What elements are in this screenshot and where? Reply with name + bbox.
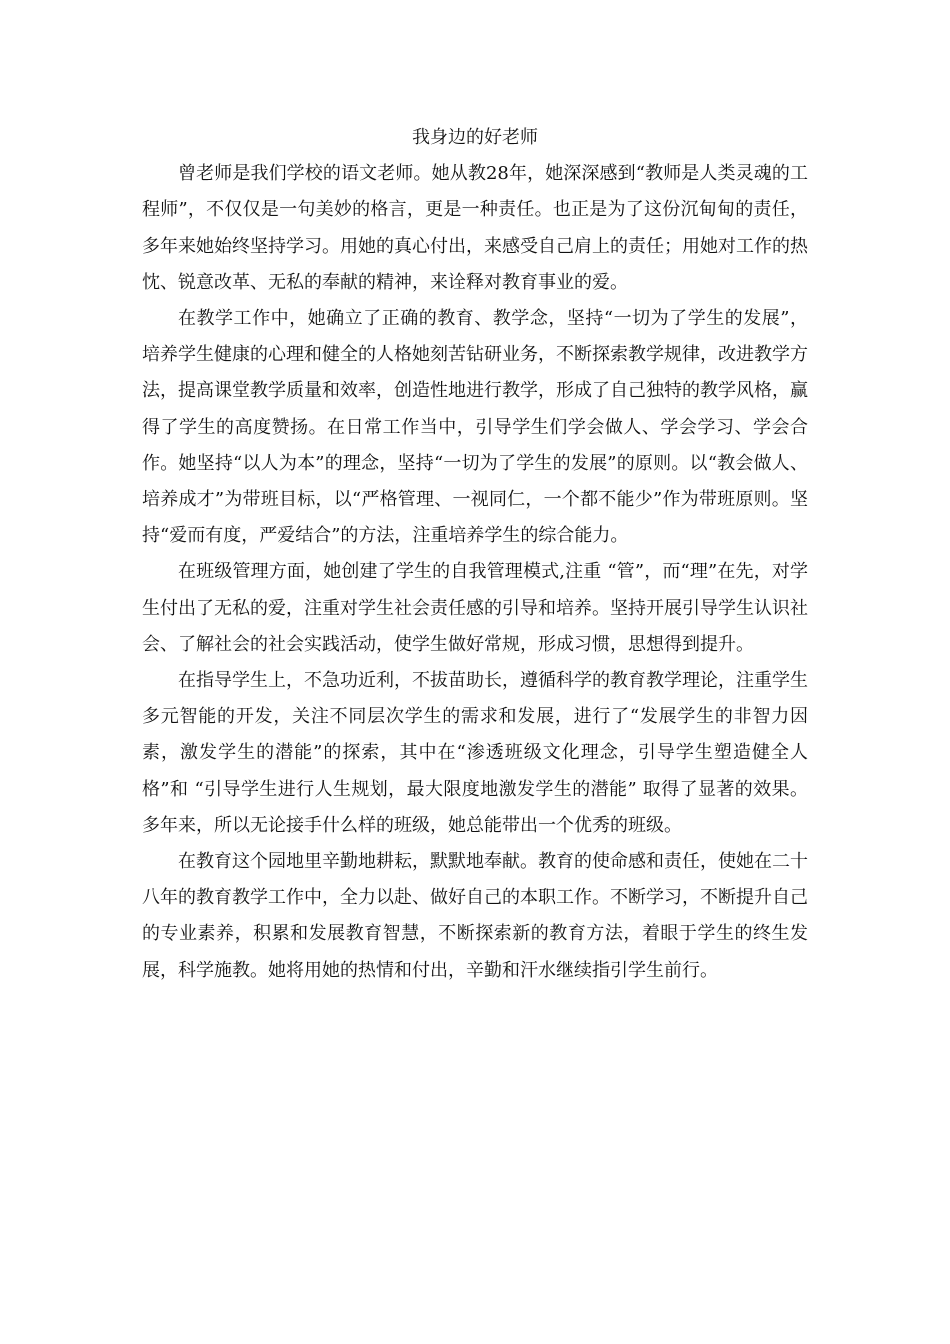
paragraph-1: 曾老师是我们学校的语文老师。她从教28年，她深深感到“教师是人类灵魂的工程师”，不仅仅是一句美妙的格言，更是一种责任。也正是为了这份沉甸甸的责任，多年来她始终坚持学习。用她的真心付出，来感受自己肩上的责任；用她对工作的热忱、锐意改革、无私的奉献的精神，来诠释对教育事业的爱。	[142, 163, 808, 293]
paragraph-3: 在班级管理方面，她创建了学生的自我管理模式,注重 “管”，而“理”在先，对学生付出了无私的爱，注重对学生社会责任感的引导和培养。坚持开展引导学生认识社会、了解社会的社会实践活动，使学生做好常规，形成习惯，思想得到提升。	[142, 561, 808, 655]
document-body	[142, 120, 808, 989]
paragraph-2: 在教学工作中，她确立了正确的教育、教学念，坚持“一切为了学生的发展”，培养学生健康的心理和健全的人格她刻苦钻研业务，不断探索教学规律，改进教学方法，提高课堂教学质量和效率，创造性地进行教学，形成了自己独特的教学风格，赢得了学生的高度赞扬。在日常工作当中，引导学生们学会做人、学会学习、学会合作。她坚持“以人为本”的理念，坚持“一切为了学生的发展”的原则。以“教会做人、培养成才”为带班目标，以“严格管理、一视同仁，一个都不能少”作为带班原则。坚持“爱而有度，严爱结合”的方法，注重培养学生的综合能力。	[142, 308, 808, 547]
document-title: 我身边的好老师	[412, 127, 538, 148]
paragraph-4: 在指导学生上，不急功近利，不拔苗助长，遵循科学的教育教学理论，注重学生多元智能的开发，关注不同层次学生的需求和发展，进行了“发展学生的非智力因素，激发学生的潜能”的探索，其中在“渗透班级文化理念，引导学生塑造健全人格”和 “引导学生进行人生规划，最大限度地激发学生的潜能” 取得了显著的效果。多年来，所以无论接手什么样的班级，她总能带出一个优秀的班级。	[142, 670, 808, 836]
paragraph-5: 在教育这个园地里辛勤地耕耘，默默地奉献。教育的使命感和责任，使她在二十八年的教育教学工作中，全力以赴、做好自己的本职工作。不断学习，不断提升自己的专业素养，积累和发展教育智慧，不断探索新的教育方法，着眼于学生的终生发展，科学施教。她将用她的热情和付出，辛勤和汗水继续指引学生前行。	[142, 851, 808, 981]
